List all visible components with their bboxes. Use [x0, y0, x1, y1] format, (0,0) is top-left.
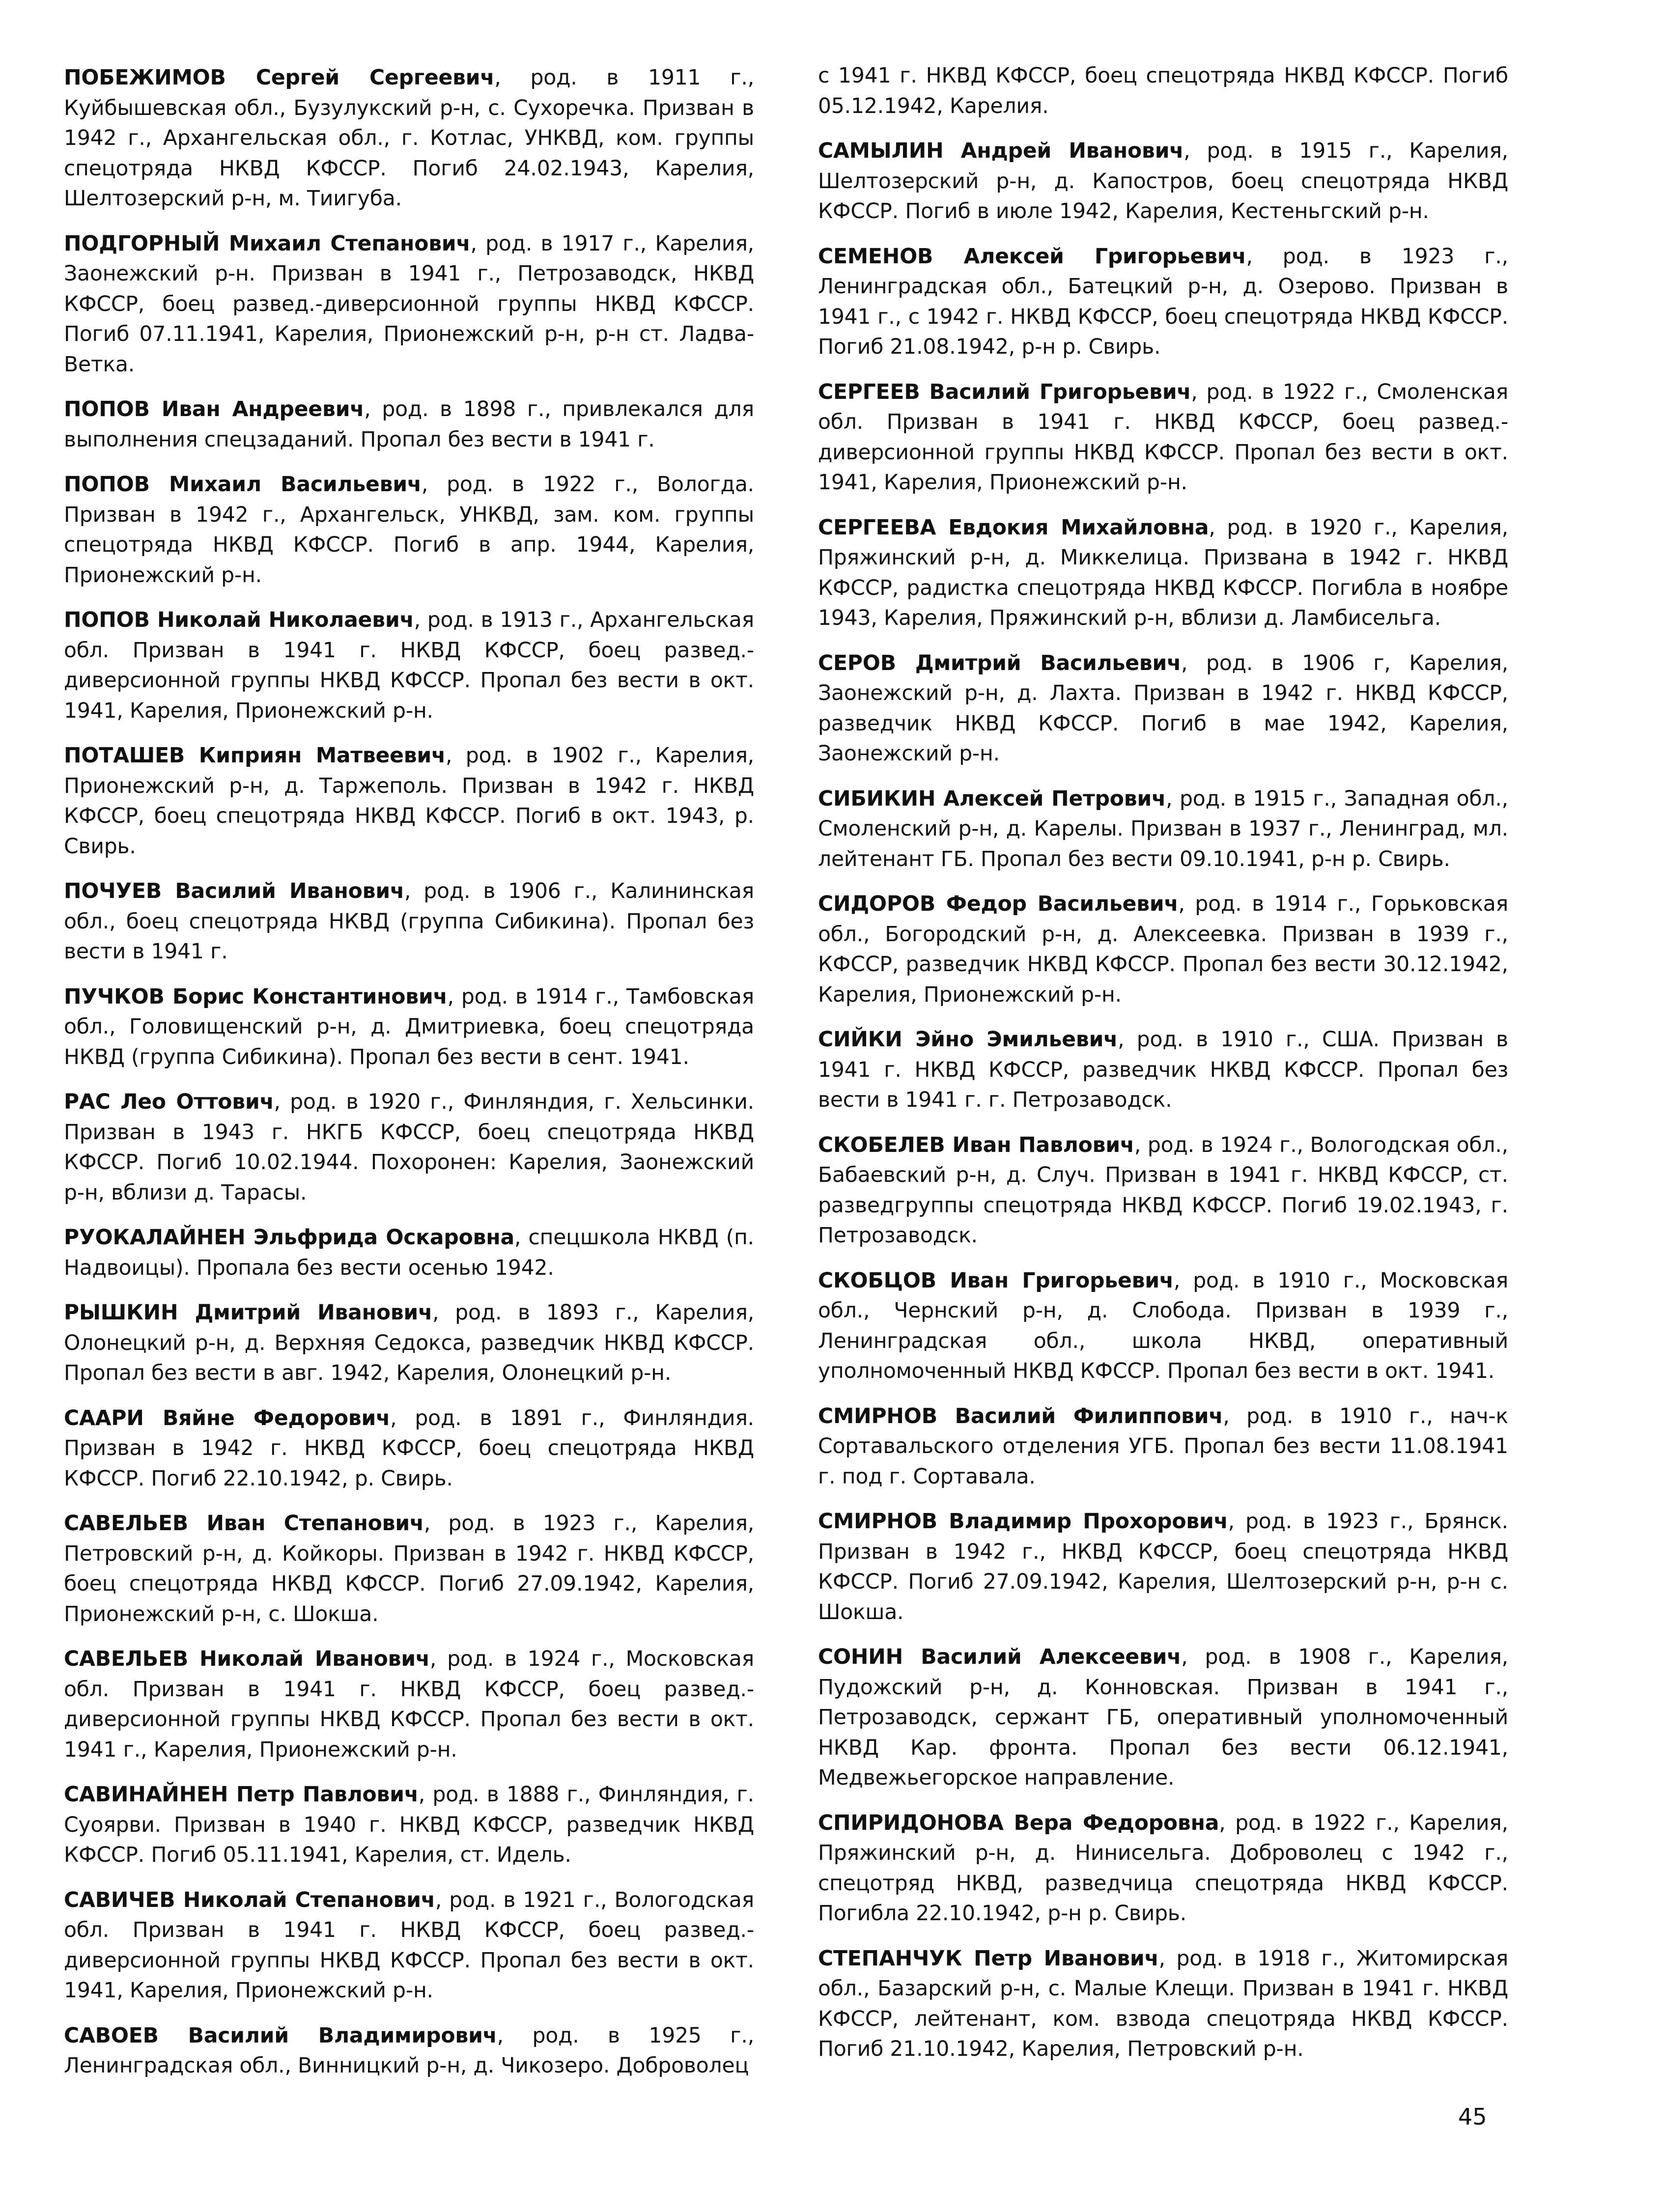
entry: [64, 1780, 754, 1871]
entry: [64, 1087, 754, 1208]
entry-name: РЫШКИН Дмитрий Иванович: [64, 1301, 433, 1325]
entry-name: САВЕЛЬЕВ Иван Степанович: [64, 1512, 424, 1536]
entry: [818, 1808, 1508, 1929]
entry-name: СИБИКИН Алексей Петрович: [818, 786, 1166, 811]
entry: [818, 889, 1508, 1010]
entry-name: СЕРГЕЕВА Евдокия Михайловна: [818, 515, 1209, 540]
page-number: 45: [1458, 2103, 1487, 2130]
entry-text: , род. в 1898 г., привлекался для выполнения спецзаданий. Пропал без вести в 1941 г.: [64, 397, 754, 452]
entry-text: , род. в 1911 г., Куйбышевская обл., Бузулукский р-н, с. Сухоречка. Призван в 1942 г., Архангельская обл., г. Котлас, УНКВД, ком. группы спецотряда НКВД КФССР. Погиб 24.02.1943, Карелия, Шелтозерский р-н, м. Тиигуба.: [64, 66, 755, 211]
entry-name: САВЕЛЬЕВ Николай Иванович: [64, 1647, 430, 1671]
entry-text: , род. в 1925 г., Ленинградская обл., Винницкий р-н, д. Чикозеро. Доброволец: [64, 2023, 754, 2078]
entry-name: ПОТАШЕВ Киприян Матвеевич: [64, 744, 446, 768]
entry-text: , род. в 1913 г., Архангельская обл. Призван в 1941 г. НКВД КФССР, боец развед.-диверсионной группы НКВД КФССР. Пропал без вести в окт. 1941, Карелия, Прионежский р-н.: [64, 608, 755, 723]
entry: [818, 513, 1508, 634]
entry: [64, 982, 754, 1073]
entry: [818, 242, 1508, 363]
entry: [818, 377, 1508, 498]
entry-name: СКОБЕЛЕВ Иван Павлович: [818, 1133, 1134, 1157]
left-column: [64, 63, 754, 2096]
entry-text: , род. в 1888 г., Финляндия, г. Суоярви. Призван в 1940 г. НКВД КФССР, разведчик НКВД КФССР. Погиб 05.11.1941, Карелия, ст. Идель.: [64, 1783, 754, 1867]
entry-text: , род. в 1914 г., Тамбовская обл., Головищенский р-н, д. Дмитриевка, боец спецотряда НКВД (группа Сибикина). Пропал без вести в сент. 1941.: [64, 984, 755, 1069]
entry: [818, 1401, 1508, 1492]
entry-text: , род. в 1924 г., Московская обл. Призван в 1941 г. НКВД КФССР, боец развед.-диверсионной группы НКВД КФССР. Пропал без вести в окт. 1941 г., Карелия, Прионежский р-н.: [64, 1647, 754, 1762]
entry-text: , род. в 1893 г., Карелия, Олонецкий р-н, д. Верхняя Седокса, разведчик НКВД КФССР. Пропал без вести в авг. 1942, Карелия, Олонецкий р-н.: [64, 1301, 755, 1385]
entry-name: СЕМЕНОВ Алексей Григорьевич: [818, 244, 1246, 269]
entry-text: , род. в 1906 г, Карелия, Заонежский р-н, д. Лахта. Призван в 1942 г. НКВД КФССР, разведчик НКВД КФССР. Погиб в мае 1942, Карелия, Заонежский р-н.: [818, 651, 1509, 766]
entry-text: , род. в 1915 г., Западная обл., Смоленский р-н, д. Карелы. Призван в 1937 г., Ленинград, мл. лейтенант ГБ. Пропал без вести 09.10.1941, р-н р. Свирь.: [818, 786, 1508, 871]
entry-name: СПИРИДОНОВА Вера Федоровна: [818, 1811, 1219, 1835]
entry: [64, 741, 754, 862]
entry-text: , род. в 1921 г., Вологодская обл. Призван в 1941 г. НКВД КФССР, боец развед.-диверсионной группы НКВД КФССР. Пропал без вести в окт. 1941, Карелия, Прионежский р-н.: [64, 1888, 754, 2003]
entry: [64, 229, 754, 380]
entry-name: ПОПОВ Михаил Васильевич: [64, 473, 422, 497]
entry-text: , род. в 1922 г., Карелия, Пряжинский р-н, д. Нинисельга. Доброволец с 1942 г., спецотряд НКВД, разведчица спецотряда НКВД КФССР. Погибла 22.10.1942, р-н р. Свирь.: [818, 1811, 1508, 1926]
entry: [818, 136, 1508, 227]
entry-text: , спецшкола НКВД (п. Надвоицы). Пропала без вести осенью 1942.: [64, 1226, 754, 1280]
entry: [64, 1223, 754, 1283]
entry-name: САВИНАЙНЕН Петр Павлович: [64, 1783, 419, 1807]
entry-text: , род. в 1902 г., Карелия, Прионежский р-н, д. Таржеполь. Призван в 1942 г. НКВД КФССР, боец спецотряда НКВД КФССР. Погиб в окт. 1943, р. Свирь.: [64, 744, 754, 859]
entry-name: ПОБЕЖИМОВ Сергей Сергеевич: [64, 66, 495, 90]
entry-name: ПОДГОРНЫЙ Михаил Степанович: [64, 231, 471, 256]
entry: [818, 61, 1508, 121]
entry-text: , род. в 1914 г., Горьковская обл., Богородский р-н, д. Алексеевка. Призван в 1939 г., КФССР, разведчик НКВД КФССР. Пропал без вести 30.12.1942, Карелия, Прионежский р-н.: [818, 892, 1509, 1007]
entry-name: РУОКАЛАЙНЕН Эльфрида Оскаровна: [64, 1226, 514, 1250]
entry: [64, 1644, 754, 1765]
entry: [818, 1130, 1508, 1251]
entry-text: , род. в 1910 г., Московская обл., Чернский р-н, д. Слобода. Призван в 1939 г., Ленинградская обл., школа НКВД, оперативный уполномоченный НКВД КФССР. Пропал без вести в окт. 1941.: [818, 1268, 1508, 1383]
entry-text: , род. в 1910 г., нач-к Сортавальского отделения УГБ. Пропал без вести 11.08.1941 г. под г. Сортавала.: [818, 1404, 1508, 1489]
entry-text: , род. в 1891 г., Финляндия. Призван в 1942 г. НКВД КФССР, боец спецотряда НКВД КФССР. Погиб 22.10.1942, р. Свирь.: [64, 1406, 754, 1491]
entry: [64, 876, 754, 967]
entry-name: САМЫЛИН Андрей Иванович: [818, 139, 1184, 163]
entry-text: , род. в 1906 г., Калининская обл., боец спецотряда НКВД (группа Сибикина). Пропал без вести в 1941 г.: [64, 879, 755, 964]
entry-text: , род. в 1920 г., Карелия, Пряжинский р-н, д. Миккелица. Призвана в 1942 г. НКВД КФССР, радистка спецотряда НКВД КФССР. Погибла в ноябре 1943, Карелия, Пряжинский р-н, вблизи д. Ламбисельга.: [818, 515, 1508, 630]
entry-text: , род. в 1920 г., Финляндия, г. Хельсинки. Призван в 1943 г. НКГБ КФССР, боец спецотряда НКВД КФССР. Погиб 10.02.1944. Похоронен: Карелия, Заонежский р-н, вблизи д. Тарасы.: [64, 1090, 754, 1205]
entry-name: СМИРНОВ Владимир Прохорович: [818, 1510, 1228, 1534]
entry-name: ПОЧУЕВ Василий Иванович: [64, 879, 404, 903]
entry: [64, 394, 754, 455]
entry-name: СЕРОВ Дмитрий Васильевич: [818, 651, 1182, 675]
entry-name: СКОБЦОВ Иван Григорьевич: [818, 1268, 1174, 1293]
entry: [64, 605, 754, 726]
entry: [818, 1025, 1508, 1116]
entry: [818, 1944, 1508, 2065]
entry-text: , род. в 1922 г., Смоленская обл. Призван в 1941 г. НКВД КФССР, боец развед.-диверсионной группы НКВД КФССР. Пропал без вести в окт. 1941, Карелия, Прионежский р-н.: [818, 380, 1508, 495]
entry-text: , род. в 1910 г., США. Призван в 1941 г. НКВД КФССР, разведчик НКВД КФССР. Пропал без вести в 1941 г. г. Петрозаводск.: [818, 1028, 1508, 1112]
entry-name: ПОПОВ Иван Андреевич: [64, 397, 365, 421]
entry-text: , род. в 1922 г., Вологда. Призван в 1942 г., Архангельск, УНКВД, зам. ком. группы спецотряда НКВД КФССР. Погиб в апр. 1944, Карелия, Прионежский р-н.: [64, 473, 754, 588]
entry: [64, 63, 754, 214]
entry-name: РАС Лео Оттович: [64, 1090, 274, 1114]
entry-text: , род. в 1908 г., Карелия, Пудожский р-н, д. Конновская. Призван в 1941 г., Петрозаводск, сержант ГБ, оперативный уполномоченный НКВД Кар. фронта. Пропал без вести 06.12.1941, Медвежьегорское направление.: [818, 1645, 1508, 1790]
entry-text: , род. в 1918 г., Житомирская обл., Базарский р-н, с. Малые Клещи. Призван в 1941 г. НКВД КФССР, лейтенант, ком. взвода спецотряда НКВД КФССР. Погиб 21.10.1942, Карелия, Петровский р-н.: [818, 1946, 1508, 2061]
entry: [818, 1266, 1508, 1387]
entry-text: , род. в 1915 г., Карелия, Шелтозерский р-н, д. Капостров, боец спецотряда НКВД КФССР. Погиб в июле 1942, Карелия, Кестеньгский р-н.: [818, 139, 1508, 224]
entry-name: ПОПОВ Николай Николаевич: [64, 608, 414, 632]
entry-text: , род. в 1923 г., Ленинградская обл., Батецкий р-н, д. Озерово. Призван в 1941 г., с 1942 г. НКВД КФССР, боец спецотряда НКВД КФССР. Погиб 21.08.1942, р-н р. Свирь.: [818, 244, 1508, 359]
entry-text: с 1941 г. НКВД КФССР, боец спецотряда НКВД КФССР. Погиб 05.12.1942, Карелия.: [818, 64, 1508, 118]
entry: [64, 1403, 754, 1494]
entry: [64, 1885, 754, 2006]
entry: [64, 1509, 754, 1629]
entry-text: , род. в 1917 г., Карелия, Заонежский р-н. Призван в 1941 г., Петрозаводск, НКВД КФССР, боец развед.-диверсионной группы НКВД КФССР. Погиб 07.11.1941, Карелия, Прионежский р-н, р-н ст. Ладва-Ветка.: [64, 231, 754, 377]
entry-name: СИЙКИ Эйно Эмильевич: [818, 1028, 1118, 1052]
entry-name: СТЕПАНЧУК Петр Иванович: [818, 1946, 1159, 1971]
entry-name: СЕРГЕЕВ Василий Григорьевич: [818, 380, 1191, 404]
entry: [64, 1298, 754, 1389]
entry-name: ПУЧКОВ Борис Константинович: [64, 984, 448, 1009]
entry-name: СМИРНОВ Василий Филиппович: [818, 1404, 1223, 1428]
entry-name: СИДОРОВ Федор Васильевич: [818, 892, 1179, 916]
right-column: [818, 61, 1508, 2079]
entry-name: СОНИН Василий Алексеевич: [818, 1645, 1182, 1669]
entry: [64, 470, 754, 590]
entry: [64, 2021, 754, 2081]
entry-name: СААРИ Вяйне Федорович: [64, 1406, 391, 1430]
entry: [818, 648, 1508, 769]
entry-name: САВОЕВ Василий Владимирович: [64, 2023, 497, 2048]
entry-text: , род. в 1923 г., Брянск. Призван в 1942 г., НКВД КФССР, боец спецотряда НКВД КФССР. Погиб 27.09.1942, Карелия, Шелтозерский р-н, р-н с. Шокша.: [818, 1510, 1508, 1624]
entry: [818, 1507, 1508, 1627]
entry-name: САВИЧЕВ Николай Степанович: [64, 1888, 435, 1912]
entry-text: , род. в 1924 г., Вологодская обл., Бабаевский р-н, д. Случ. Призван в 1941 г. НКВД КФССР, ст. разведгруппы спецотряда НКВД КФССР. Погиб 19.02.1943, г. Петрозаводск.: [818, 1133, 1508, 1248]
entry-text: , род. в 1923 г., Карелия, Петровский р-н, д. Койкоры. Призван в 1942 г. НКВД КФССР, боец спецотряда НКВД КФССР. Погиб 27.09.1942, Карелия, Прионежский р-н, с. Шокша.: [64, 1512, 755, 1626]
entry: [818, 784, 1508, 875]
entry: [818, 1642, 1508, 1793]
